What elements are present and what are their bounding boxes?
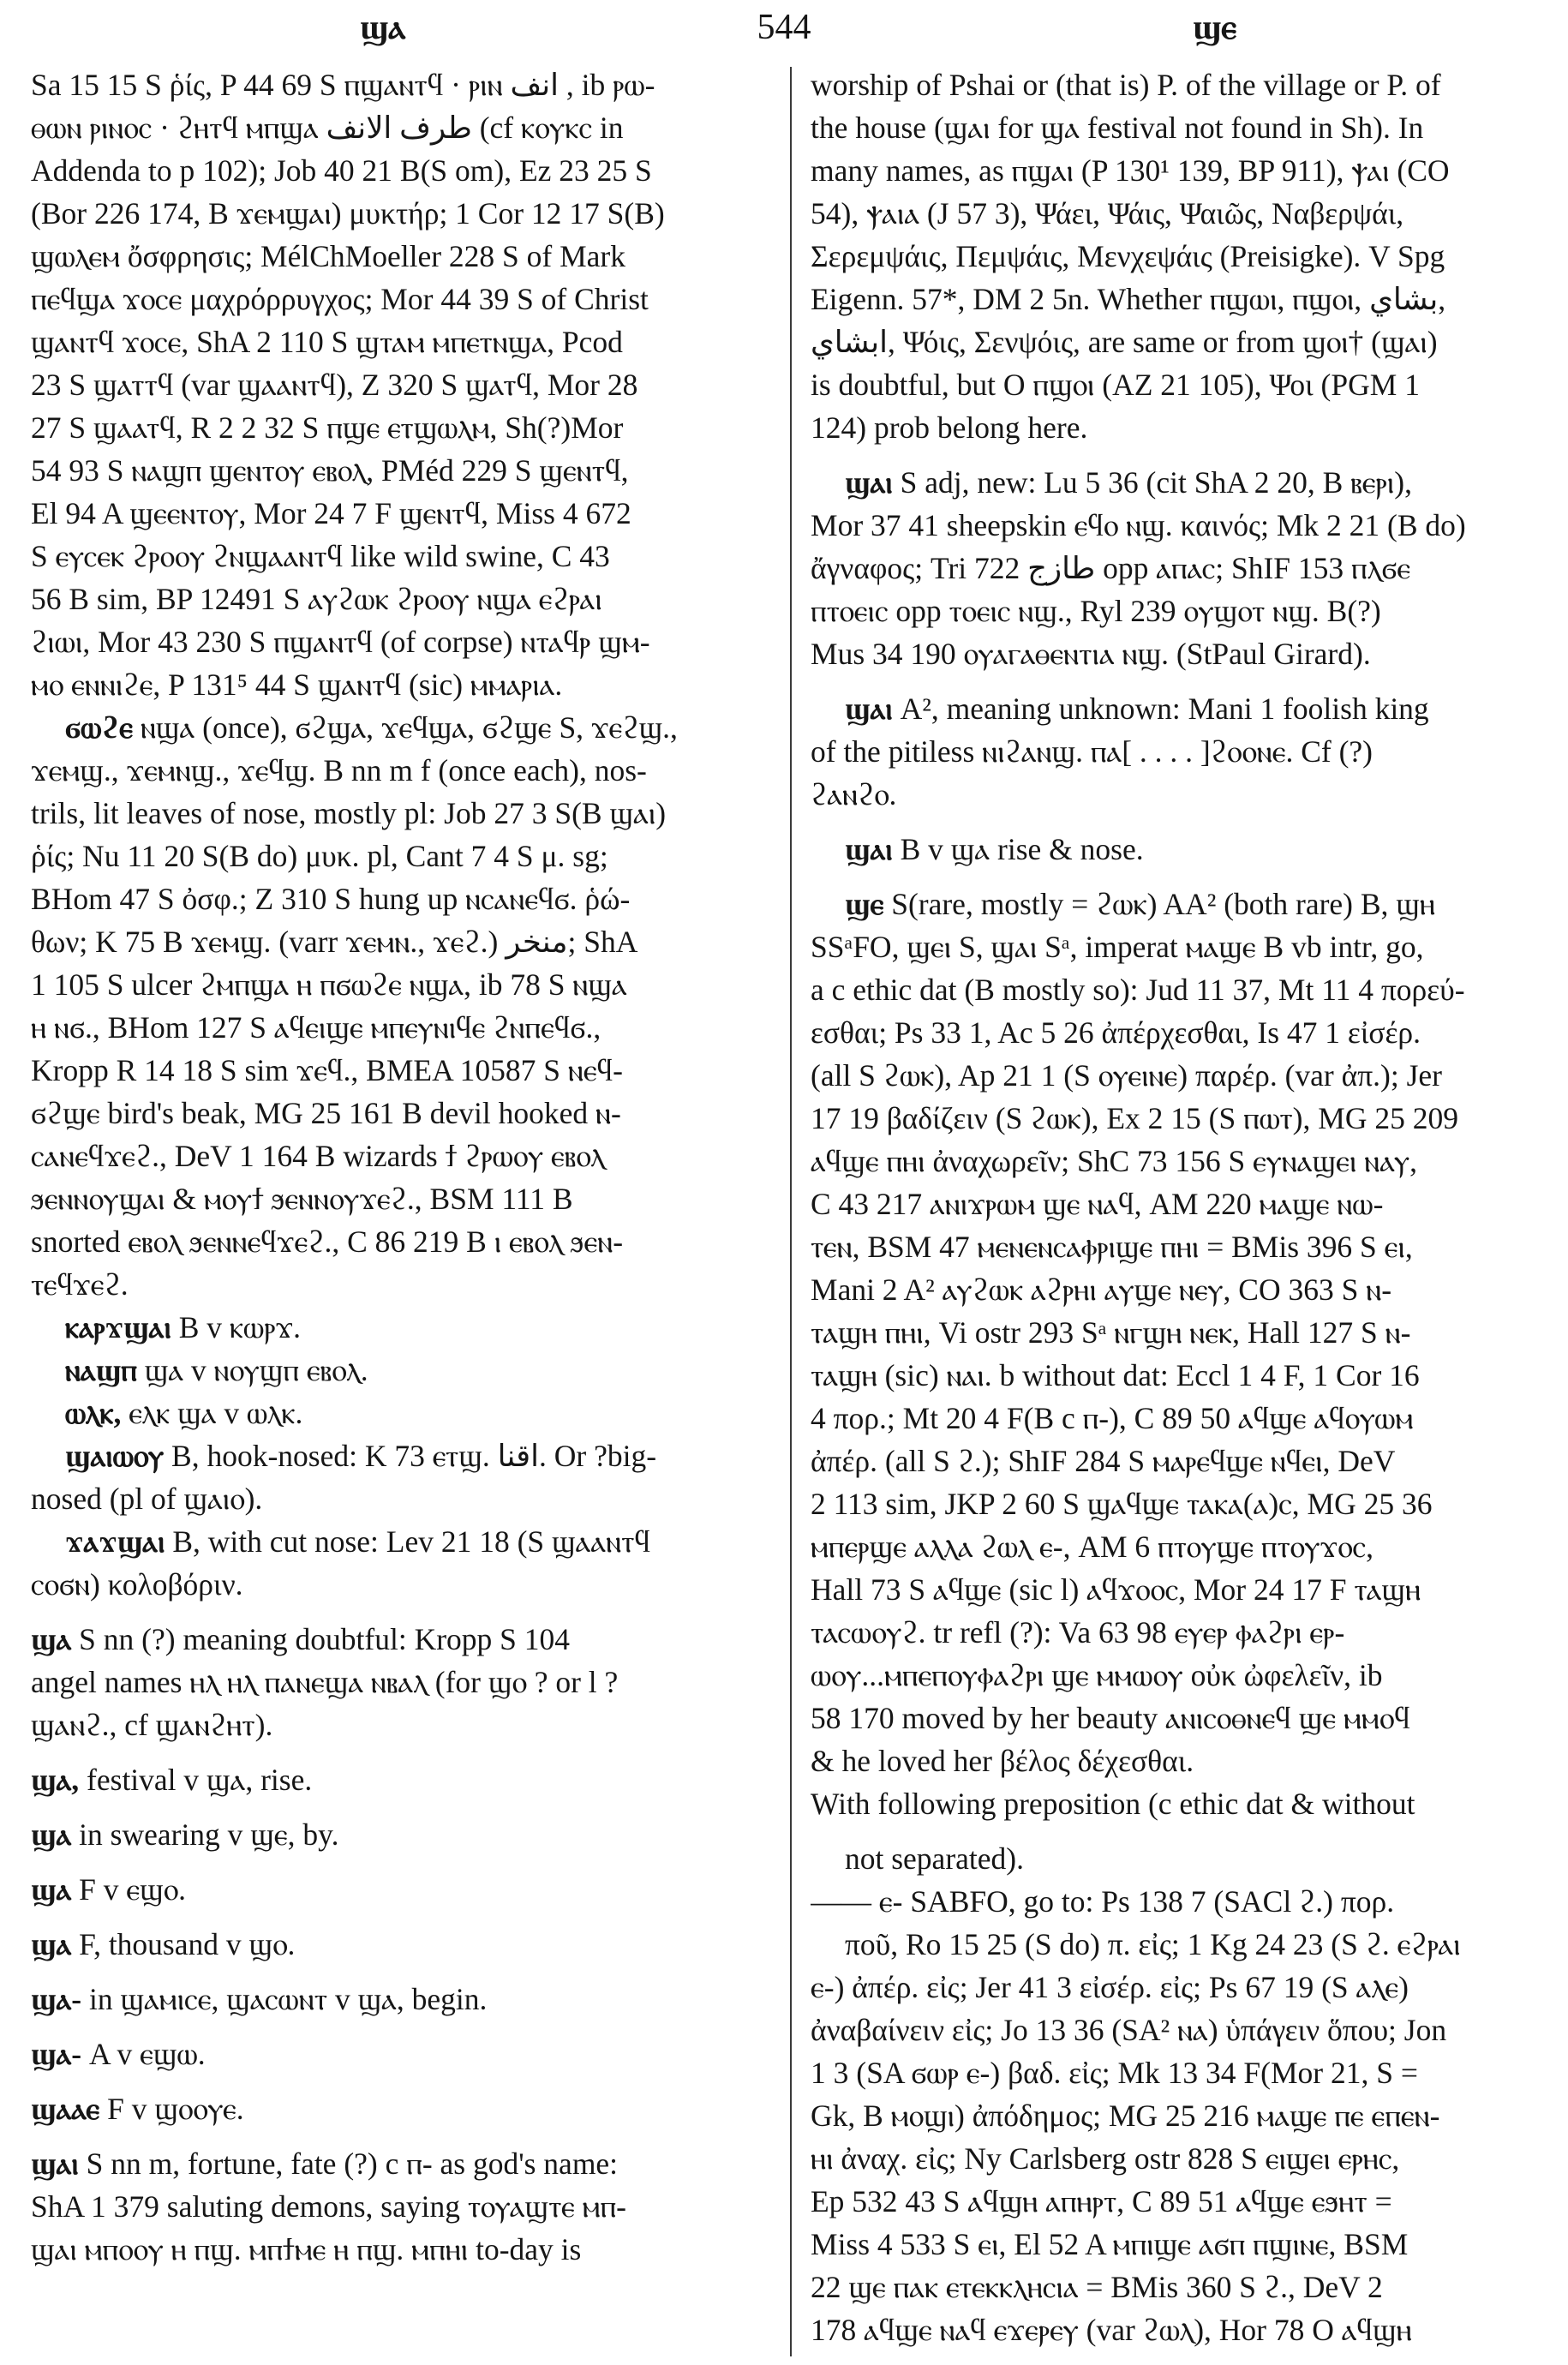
right-text-line: Σερεμψάις, Πεμψάις, Μενχεψάις (Preisigke). V Spg — [811, 239, 1445, 273]
entry-gap — [31, 1966, 776, 1978]
left-text-line: BHom 47 S ὀσφ.; Z 310 S hung up ⲛⲥⲁⲛⲉϥϭ. ῥώ- — [31, 882, 631, 916]
running-head-right: ϣⲉ — [1193, 7, 1237, 47]
right-text-line: With following preposition (c ethic dat & without — [811, 1787, 1415, 1821]
entry-gap — [811, 816, 1553, 828]
right-text-line: not separated). — [845, 1841, 1024, 1876]
entry-gap — [811, 675, 1553, 687]
entry-gap — [31, 1801, 776, 1813]
left-text-line: ⲥⲟϭⲛ) κολοβόριν. — [31, 1567, 243, 1602]
entry-gap — [31, 1606, 776, 1618]
left-text-line: ϣⲁⲛϩ., cf ϣⲁⲛϩⲏⲧ). — [31, 1708, 273, 1742]
right-text-line: Ep 532 43 S ⲁϥϣⲏ ⲁⲡⲏⲣⲧ, C 89 51 ⲁϥϣⲉ ⲉϧⲏⲧ = — [811, 2184, 1392, 2218]
right-text-line: Mus 34 190 ⲟⲩⲁⲅⲁⲑⲉⲛⲧⲓⲁ ⲛϣ. (StPaul Girard). — [811, 637, 1371, 671]
right-text-line: εσθαι; Ps 33 1, Ac 5 26 ἀπέρχεσθαι, Is 47 1 εἰσέρ. — [811, 1015, 1421, 1050]
left-text-line: El 94 A ϣⲉⲉⲛⲧⲟⲩ, Mor 24 7 F ϣⲉⲛⲧϥ, Miss 4 672 — [31, 496, 631, 530]
running-head-left: ϣⲁ — [360, 7, 406, 47]
right-text-line: Mor 37 41 sheepskin ⲉϥⲟ ⲛϣ. καινός; Mk 2 21 (B do) — [811, 508, 1466, 542]
left-text-line: Kropp R 14 18 S sim ϫⲉϥ., BMEA 10587 S ⲛⲉϥ- — [31, 1053, 623, 1087]
right-text-line: Hall 73 S ⲁϥϣⲉ (sic l) ⲁϥϫⲟⲟⲥ, Mor 24 17 F ⲧⲁϣⲏ — [811, 1572, 1421, 1607]
right-text-line: 124) prob belong here. — [811, 410, 1088, 445]
right-text-line: ⲧⲁϣⲏ ⲡⲏⲓ, Vi ostr 293 Sᵃ ⲛⲅϣⲏ ⲛⲉⲕ, Hall 127 S ⲛ- — [811, 1315, 1411, 1350]
left-text-line: 56 B sim, BP 12491 S ⲁⲩϩⲱⲕ ϩⲣⲟⲟⲩ ⲛϣⲁ ⲉϩⲣⲁⲓ — [31, 582, 602, 616]
left-text-line: ⲙⲟ ⲉⲛⲛⲓϩⲉ, P 131⁵ 44 S ϣⲁⲛⲧϥ (sic) ⲙⲙⲁⲣⲓⲁ. — [31, 668, 563, 702]
right-text-line: 22 ϣⲉ ⲡⲁⲕ ⲉⲧⲉⲕⲕⲗⲏⲥⲓⲁ = BMis 360 S ϩ., DeV 2 — [811, 2270, 1383, 2304]
entry-gap — [31, 2130, 776, 2142]
left-text-line: 27 S ϣⲁⲁⲧϥ, R 2 2 32 S ⲡϣⲉ ⲉⲧϣⲱⲗⲙ, Sh(?)Mor — [31, 410, 624, 445]
right-text-line: Gk, B ⲙⲟϣⲓ) ἀπόδημος; MG 25 216 ⲙⲁϣⲉ ⲡⲉ ⲉⲡⲉⲛ- — [811, 2099, 1440, 2133]
left-text-line: ϣⲁ F, thousand v ϣⲟ. — [31, 1927, 296, 1961]
left-text-line: Addenda to p 102); Job 40 21 B(S om), Ez 23 25 S — [31, 153, 652, 188]
right-text-line: ἀναβαίνειν εἰς; Jo 13 36 (SA² ⲛⲁ) ὑπάγειν ὅπου; Jon — [811, 2013, 1447, 2047]
left-text-line: ϣⲁⲓ ⲙⲡⲟⲟⲩ ⲏ ⲡϣ. ⲙⲡϯⲙⲉ ⲏ ⲡϣ. ⲙⲡⲏⲓ to-day is — [31, 2232, 582, 2266]
right-text-line: worship of Pshai or (that is) P. of the village or P. of — [811, 68, 1441, 102]
left-text-line: ⲥⲁⲛⲉϥϫⲉϩ., DeV 1 164 B wizards ϯ ϩⲣⲱⲟⲩ ⲉⲃⲟⲗ — [31, 1139, 605, 1173]
page-number: 544 — [757, 8, 811, 47]
entry-gap — [31, 2075, 776, 2087]
right-text-line: the house (ϣⲁⲓ for ϣⲁ festival not found in Sh). In — [811, 111, 1424, 145]
left-text-line: ϣⲁ S nn (?) meaning doubtful: Kropp S 104 — [31, 1622, 571, 1656]
left-text-line: angel names ⲏⲗ ⲏⲗ ⲡⲁⲛⲉϣⲁ ⲛⲃⲁⲗ (for ϣⲟ ? or l ? — [31, 1665, 619, 1699]
right-text-line: ابشاي, Ψόις, Σενψόις, are same or from ϣⲟⲓ† (ϣⲁⲓ) — [811, 325, 1438, 359]
right-text-line: Mani 2 A² ⲁⲩϩⲱⲕ ⲁϩⲣⲏⲓ ⲁⲩϣⲉ ⲛⲉⲩ, CO 363 S ⲛ- — [811, 1272, 1392, 1307]
right-text-line: —— ⲉ- SABFO, go to: Ps 138 7 (SACl ϩ.) πορ. — [811, 1884, 1395, 1919]
right-text-line: ⲏⲓ ἀναχ. εἰς; Ny Carlsberg ostr 828 S ⲉⲓϣⲉⲓ ⲉⲣⲏⲥ, — [811, 2141, 1400, 2176]
entry-gap — [31, 2021, 776, 2033]
left-text-line: 54 93 S ⲛⲁϣⲡ ϣⲉⲛⲧⲟⲩ ⲉⲃⲟⲗ, PMéd 229 S ϣⲉⲛⲧϥ, — [31, 453, 629, 488]
right-text-line: C 43 217 ⲁⲛⲓϫⲣⲱⲙ ϣⲉ ⲛⲁϥ, AM 220 ⲙⲁϣⲉ ⲛⲱ- — [811, 1187, 1384, 1221]
left-text-line: ϣⲁ- in ϣⲁⲙⲓⲥⲉ, ϣⲁⲥⲱⲛⲧ v ϣⲁ, begin. — [31, 1982, 488, 2016]
right-text-line: ϣⲁⲓ A², meaning unknown: Mani 1 foolish king — [845, 692, 1429, 726]
entry-gap — [811, 871, 1553, 883]
left-column — [31, 63, 776, 2271]
right-text-line: ϩⲁⲛϩⲟ. — [811, 777, 897, 811]
right-text-line: a c ethic dat (B mostly so): Jud 11 37, Mt 11 4 πορεύ- — [811, 973, 1465, 1007]
left-text-line: nosed (pl of ϣⲁⲓⲟ). — [31, 1482, 263, 1516]
right-text-line: ⲙⲡⲉⲣϣⲉ ⲁⲗⲗⲁ ϩⲱⲗ ⲉ-, AM 6 ⲡⲧⲟⲩϣⲉ ⲡⲧⲟⲩϫⲟⲥ, — [811, 1530, 1373, 1564]
left-text-line: ⲏ ⲛϭ., BHom 127 S ⲁϥⲉⲓϣⲉ ⲙⲡⲉⲩⲛⲓϥⲉ ϩⲛⲡⲉϥϭ., — [31, 1010, 601, 1045]
right-text-line: ⲉ-) ἀπέρ. εἰς; Jer 41 3 εἰσέρ. εἰς; Ps 67 19 (S ⲁⲗⲉ) — [811, 1970, 1409, 2004]
right-text-line: ϣⲁⲓ S adj, new: Lu 5 36 (cit ShA 2 20, B ⲃⲉⲣⲓ), — [845, 465, 1412, 500]
right-text-line: & he loved her βέλος δέχεσθαι. — [811, 1744, 1194, 1778]
left-text-line: ⲱⲗⲕ, ⲉⲗⲕ ϣⲁ v ⲱⲗⲕ. — [65, 1396, 303, 1430]
right-column — [811, 63, 1553, 2351]
left-text-line: (Bor 226 174, B ϫⲉⲙϣⲁⲓ) μυκτήρ; 1 Cor 12 17 S(B) — [31, 196, 665, 231]
left-text-line: ϣⲁ- A v ⲉϣⲱ. — [31, 2037, 206, 2071]
right-text-line: 2 113 sim, JKP 2 60 S ϣⲁϥϣⲉ ⲧⲁⲕⲁ(ⲁ)ⲥ, MG 25 36 — [811, 1487, 1433, 1521]
left-text-line: ϣⲁⲁⲉ F v ϣⲟⲟⲩⲉ. — [31, 2092, 244, 2126]
right-text-line: ϣⲉ S(rare, mostly = ϩⲱⲕ) AA² (both rare) B, ϣⲏ — [845, 887, 1435, 921]
left-text-line: ῥίς; Nu 11 20 S(B do) μυκ. pl, Cant 7 4 S μ. sg; — [31, 839, 608, 873]
left-text-line: ϭⲱϩⲉ ⲛϣⲁ (once), ϭϩϣⲁ, ϫⲉϥϣⲁ, ϭϩϣⲉ S, ϫⲉϩϣ., — [65, 710, 678, 745]
right-text-line: ἀπέρ. (all S ϩ.); ShIF 284 S ⲙⲁⲣⲉϥϣⲉ ⲛϥⲉⲓ, DeV — [811, 1444, 1396, 1478]
left-text-line: ⲡⲉϥϣⲁ ϫⲟⲥⲉ μαχρόρρυγχος; Mor 44 39 S of Christ — [31, 282, 649, 316]
entry-gap — [31, 1856, 776, 1868]
right-text-line: is doubtful, but O ⲡϣⲟⲓ (AZ 21 105), Ψοι (PGM 1 — [811, 368, 1420, 402]
left-text-line: ϭϩϣⲉ bird's beak, MG 25 161 B devil hooked ⲛ- — [31, 1096, 621, 1130]
right-text-line: of the pitiless ⲛⲓϩⲁⲛϣ. ⲡⲁ[ . . . . ]ϩⲟⲟⲛⲉ. Cf (?) — [811, 734, 1373, 769]
left-text-line: ϫⲁϫϣⲁⲓ B, with cut nose: Lev 21 18 (S ϣⲁⲁⲛⲧϥ — [65, 1524, 650, 1559]
right-text-line: 58 170 moved by her beauty ⲁⲛⲓⲥⲟⲑⲛⲉϥ ϣⲉ ⲙⲙⲟϥ — [811, 1701, 1410, 1735]
column-divider — [790, 67, 792, 2356]
right-text-line: ⲡⲧⲟⲉⲓⲥ opp ⲧⲟⲉⲓⲥ ⲛϣ., Ryl 239 ⲟⲩϣⲟⲧ ⲛϣ. B(?) — [811, 594, 1381, 628]
right-text-line: ἄγναφος; Tri 722 طازج opp ⲁⲡⲁⲥ; ShIF 153 ⲡⲗϭⲉ — [811, 551, 1411, 585]
right-text-line: ϣⲁⲓ B v ϣⲁ rise & nose. — [845, 832, 1144, 866]
left-text-line: θων; K 75 B ϫⲉⲙϣ. (varr ϫⲉⲙⲛ., ϫⲉϩ.) منخر; ShA — [31, 925, 638, 959]
right-text-line: ⲧⲉⲛ, BSM 47 ⲙⲉⲛⲉⲛⲥⲁⲫⲣⲓϣⲉ ⲡⲏⲓ = BMis 396 S ⲉⲓ, — [811, 1230, 1413, 1264]
right-text-line: 178 ⲁϥϣⲉ ⲛⲁϥ ⲉϫⲉⲣⲉⲩ (var ϩⲱⲗ), Hor 78 O ⲁϥϣⲏ — [811, 2313, 1412, 2347]
entry-gap — [31, 1746, 776, 1758]
left-text-line: ϣⲁ F v ⲉϣⲟ. — [31, 1872, 187, 1907]
entry-gap — [31, 1911, 776, 1923]
left-text-line: 1 105 S ulcer ϩⲙⲡϣⲁ ⲏ ⲡϭⲱϩⲉ ⲛϣⲁ, ib 78 S ⲛϣⲁ — [31, 967, 627, 1002]
right-text-line: ποῦ, Ro 15 25 (S do) π. εἰς; 1 Kg 24 23 (S ϩ. ⲉϩⲣⲁⲓ — [845, 1927, 1461, 1961]
left-text-line: ϩⲓⲱⲓ, Mor 43 230 S ⲡϣⲁⲛⲧϥ (of corpse) ⲛⲧⲁϥⲣ ϣⲙ- — [31, 625, 650, 659]
right-text-line: 4 πορ.; Mt 20 4 F(B c ⲡ-), C 89 50 ⲁϥϣⲉ ⲁϥⲟⲩⲱⲙ — [811, 1401, 1414, 1435]
right-text-line: Miss 4 533 S ⲉⲓ, El 52 A ⲙⲡⲓϣⲉ ⲁϭⲡ ⲡϣⲓⲛⲉ, BSM — [811, 2227, 1409, 2261]
entry-gap — [811, 1825, 1553, 1837]
right-text-line: ⲱⲟⲩ...ⲙⲡⲉⲡⲟⲩⲫⲁϩⲣⲓ ϣⲉ ⲙⲙⲱⲟⲩ οὐκ ὠφελεῖν, ib — [811, 1658, 1383, 1692]
right-text-line: ⲧⲁϣⲏ (sic) ⲛⲁⲓ. b without dat: Eccl 1 4 F, 1 Cor 16 — [811, 1358, 1420, 1392]
right-text-line: 54), ⲯⲁⲓⲁ (J 57 3), Ψάει, Ψάις, Ψαιῶς, Ναβερψάι, — [811, 196, 1404, 231]
left-text-line: ⲕⲁⲣϫϣⲁⲓ B v ⲕⲱⲣϫ. — [65, 1310, 302, 1344]
left-text-line: trils, lit leaves of nose, mostly pl: Job 27 3 S(B ϣⲁⲓ) — [31, 796, 667, 830]
left-text-line: ⲧⲉϥϫⲉϩ. — [31, 1267, 129, 1302]
left-text-line: ϣⲁⲓⲱⲟⲩ B, hook-nosed: K 73 ⲉⲧϣ. اقنا. Or ?big- — [65, 1439, 657, 1473]
left-text-line: ϧⲉⲛⲛⲟⲩϣⲁⲓ & ⲙⲟⲩϯ ϧⲉⲛⲛⲟⲩϫⲉϩ., BSM 111 B — [31, 1182, 573, 1216]
running-head — [0, 7, 1568, 51]
left-text-line: ϣⲁⲛⲧϥ ϫⲟⲥⲉ, ShA 2 110 S ϣⲧⲁⲙ ⲙⲡⲉⲧⲛϣⲁ, Pcod — [31, 325, 623, 359]
left-text-line: ϣⲁ in swearing v ϣⲉ, by. — [31, 1817, 339, 1852]
left-text-line: ϣⲱⲗⲉⲙ ὄσφρησις; MélChMoeller 228 S of Mark — [31, 239, 626, 273]
left-text-line: 23 S ϣⲁⲧⲧϥ (var ϣⲁⲁⲛⲧϥ), Z 320 S ϣⲁⲧϥ, Mor 28 — [31, 368, 638, 402]
left-text-line: ⲑⲱⲛ ⲣⲓⲛⲟⲥ · ϩⲏⲧϥ ⲙⲡϣⲁ طرف الانف (cf ⲕⲟⲩⲕⲥ in — [31, 111, 624, 145]
right-text-line: Eigenn. 57*, DM 2 5n. Whether ⲡϣⲱⲓ, ⲡϣⲟⲓ, بشاي, — [811, 282, 1446, 316]
right-text-line: 1 3 (SA ϭⲱⲣ ⲉ-) βαδ. εἰς; Mk 13 34 F(Mor 21, S = — [811, 2056, 1418, 2090]
left-text-line: ϣⲁⲓ S nn m, fortune, fate (?) c ⲡ- as god's name: — [31, 2146, 619, 2181]
entry-gap — [811, 449, 1553, 461]
left-text-line: ⲛⲁϣⲡ ϣⲁ v ⲛⲟⲩϣⲡ ⲉⲃⲟⲗ. — [65, 1353, 368, 1387]
left-text-line: ϫⲉⲙϣ., ϫⲉⲙⲛϣ., ϫⲉϥϣ. B nn m f (once each), nos- — [31, 753, 647, 787]
right-text-line: ⲁϥϣⲉ ⲡⲏⲓ ἀναχωρεῖν; ShC 73 156 S ⲉⲩⲛⲁϣⲉⲓ ⲛⲁⲩ, — [811, 1144, 1418, 1178]
right-text-line: 17 19 βαδίζειν (S ϩⲱⲕ), Ex 2 15 (S ⲡⲱⲧ), MG 25 209 — [811, 1101, 1458, 1135]
left-text-line: snorted ⲉⲃⲟⲗ ϧⲉⲛⲛⲉϥϫⲉϩ., C 86 219 B ⲓ ⲉⲃⲟⲗ ϧⲉⲛ- — [31, 1224, 624, 1259]
right-text-line: (all S ϩⲱⲕ), Ap 21 1 (S ⲟⲩⲉⲓⲛⲉ) παρέρ. (var ἀπ.); Jer — [811, 1058, 1442, 1093]
left-text-line: ϣⲁ, festival v ϣⲁ, rise. — [31, 1763, 313, 1797]
left-text-line: S ⲉⲩⲥⲉⲕ ϩⲣⲟⲟⲩ ϩⲛϣⲁⲁⲛⲧϥ like wild swine, C 43 — [31, 539, 610, 573]
right-text-line: ⲧⲁⲥⲱⲟⲩϩ. tr refl (?): Va 63 98 ⲉⲩⲉⲣ ⲫⲁϩⲣⲓ ⲉⲣ- — [811, 1615, 1345, 1650]
right-text-line: many names, as ⲡϣⲁⲓ (P 130¹ 139, BP 911), ⲯⲁⲓ (CO — [811, 153, 1450, 188]
left-text-line: ShA 1 379 saluting demons, saying ⲧⲟⲩⲁϣⲧⲉ ⲙⲡ- — [31, 2189, 626, 2224]
left-text-line: Sa 15 15 S ῥίς, P 44 69 S ⲡϣⲁⲛⲧϥ · ⲣⲓⲛ انف , ib ⲣⲱ- — [31, 68, 655, 102]
right-text-line: SSᵃFO, ϣⲉⲓ S, ϣⲁⲓ Sᵃ, imperat ⲙⲁϣⲉ B vb intr, go, — [811, 930, 1424, 964]
